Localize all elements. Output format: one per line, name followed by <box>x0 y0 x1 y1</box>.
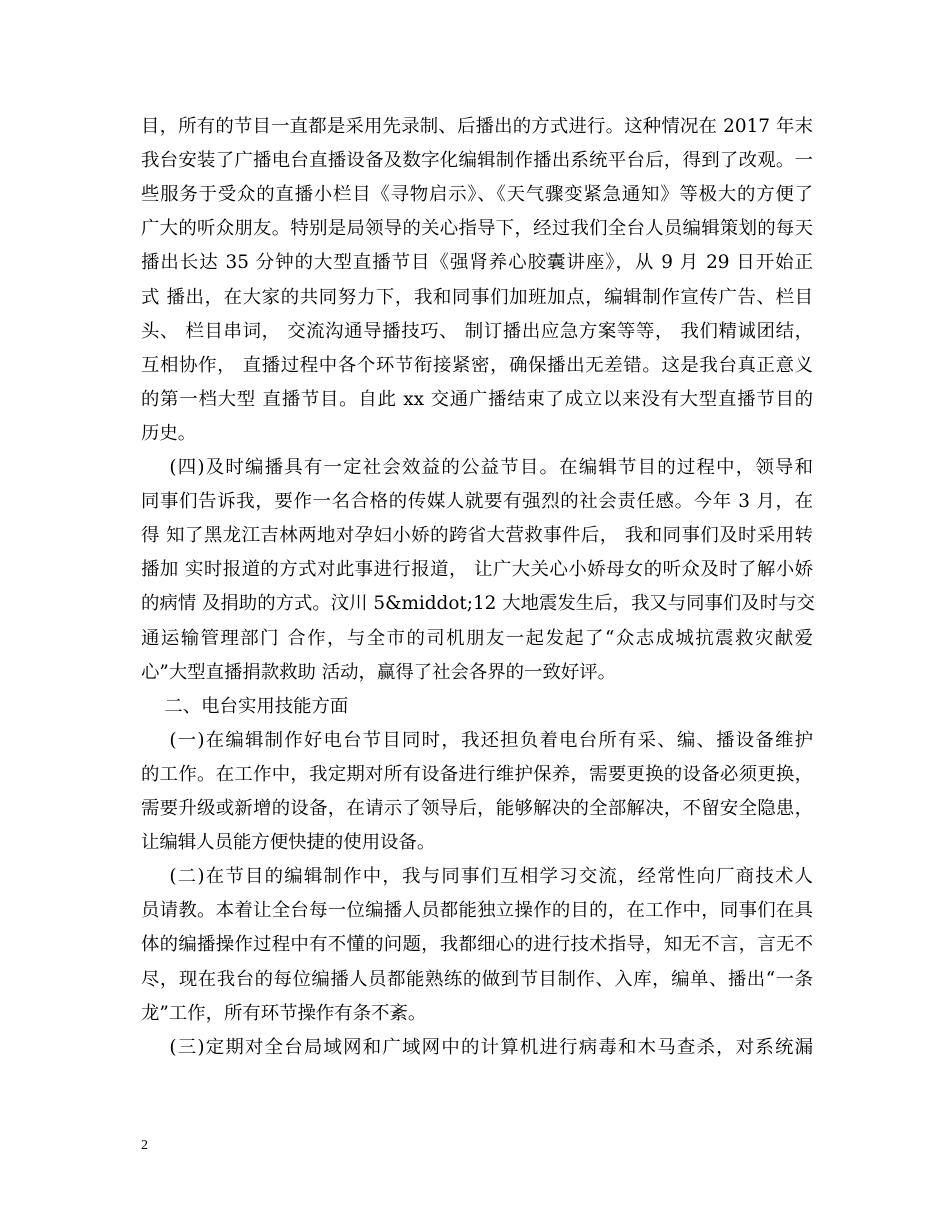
text-line: 历史。 <box>141 422 197 444</box>
text-line: (一)在编辑制作好电台节目同时，我还担负着电台所有采、编、播设备维护 <box>141 729 813 751</box>
text-line: 头、 栏目串词， 交流沟通导播技巧、 制订播出应急方案等等， 我们精诚团结， <box>141 320 813 342</box>
text-line: 尽，现在我台的每位编播人员都能熟练的做到节目制作、入库，编单、播出“一条 <box>141 968 813 990</box>
text-line: 播加 实时报道的方式对此事进行报道， 让广大关心小娇母女的听众及时了解小娇 <box>141 559 813 581</box>
text-line: 广大的听众朋友。特别是局领导的关心指导下，经过我们全台人员编辑策划的每天 <box>141 218 813 240</box>
text-line: 目，所有的节目一直都是采用先录制、后播出的方式进行。这种情况在 2017 年末 <box>141 116 813 137</box>
text-line: 的工作。在工作中，我定期对所有设备进行维护保养，需要更换的设备必须更换， <box>141 763 813 785</box>
text-line: 些服务于受众的直播小栏目《寻物启示》、《天气骤变紧急通知》等极大的方便了 <box>141 184 813 206</box>
text-line: 同事们告诉我，要作一名合格的传媒人就要有强烈的社会责任感。今年 3 月，在 <box>141 491 813 513</box>
page-number: 2 <box>141 1138 148 1153</box>
text-line: (三)定期对全台局域网和广域网中的计算机进行病毒和木马查杀，对系统漏 <box>141 1036 813 1058</box>
text-line: (四)及时编播具有一定社会效益的公益节目。在编辑节目的过程中，领导和 <box>141 457 813 478</box>
text-line: 互相协作， 直播过程中各个环节衔接紧密，确保播出无差错。这是我台真正意义 <box>141 354 813 376</box>
text-line: 播出长达 35 分钟的大型直播节目《强肾养心胶囊讲座》，从 9 月 29 日开始正 <box>141 252 813 274</box>
text-line: 让编辑人员能方便快捷的使用设备。 <box>141 832 436 854</box>
text-line: 式 播出，在大家的共同努力下，我和同事们加班加点，编辑制作宣传广告、栏目 <box>141 286 813 308</box>
text-line: 员请教。本着让全台每一位编播人员都能独立操作的目的，在工作中，同事们在具 <box>141 900 813 922</box>
text-line: 得 知了黑龙江吉林两地对孕妇小娇的跨省大营救事件后， 我和同事们及时采用转 <box>141 525 813 547</box>
text-line: 体的编播操作过程中有不懂的问题，我都细心的进行技术指导，知无不言，言无不 <box>141 934 813 956</box>
text-line: 需要升级或新增的设备，在请示了领导后，能够解决的全部解决，不留安全隐患， <box>141 798 813 819</box>
text-line: 龙”工作，所有环节操作有条不紊。 <box>141 1002 427 1024</box>
text-line: (二)在节目的编辑制作中，我与同事们互相学习交流，经常性向厂商技术人 <box>141 866 813 888</box>
text-line: 二、电台实用技能方面 <box>141 695 349 717</box>
text-line: 的第一档大型 直播节目。自此 xx 交通广播结束了成立以来没有大型直播节目的 <box>141 388 813 410</box>
text-line: 我台安装了广播电台直播设备及数字化编辑制作播出系统平台后，得到了改观。一 <box>141 150 813 172</box>
text-line: 心”大型直播捐款救助 活动，赢得了社会各界的一致好评。 <box>141 661 617 683</box>
text-line: 的病情 及捐助的方式。汶川 5&middot;12 大地震发生后，我又与同事们及时与交 <box>141 593 815 615</box>
text-line: 通运输管理部门 合作，与全市的司机朋友一起发起了“众志成城抗震救灾献爱 <box>141 627 813 649</box>
